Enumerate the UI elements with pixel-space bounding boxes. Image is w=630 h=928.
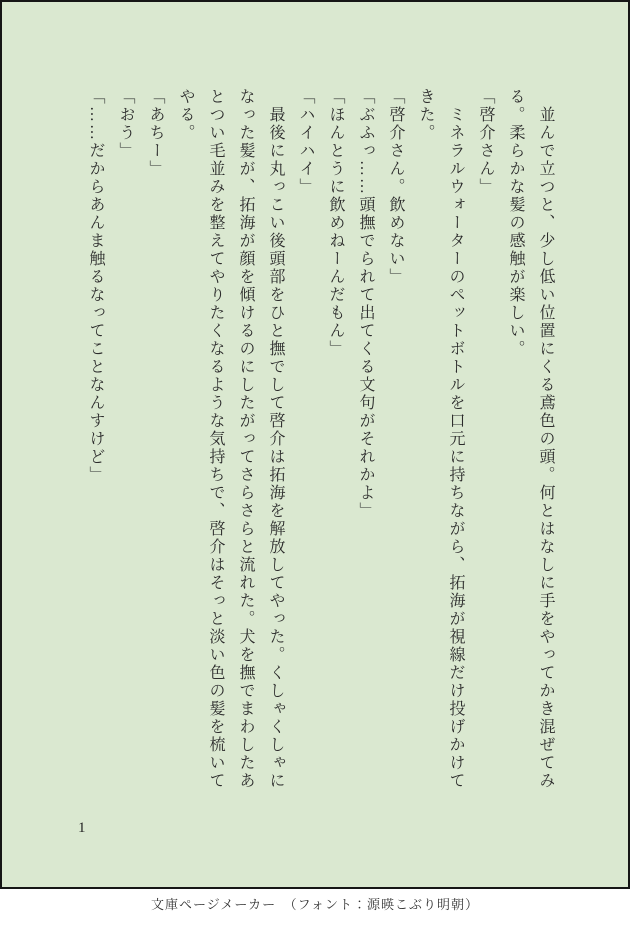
text-line: きた。 bbox=[417, 88, 434, 142]
text-line: 最後に丸っこい後頭部をひと撫でして啓介は拓海を解放してやった。くしゃくしゃに bbox=[267, 88, 284, 790]
text-line-dialogue: 「啓介さん。飲めない」 bbox=[387, 88, 404, 286]
text-line-dialogue: 「おう」 bbox=[117, 88, 134, 160]
footer-caption: 文庫ページメーカー （フォント：源暎こぶり明朝） bbox=[0, 889, 630, 928]
text-line-dialogue: 「ハイハイ」 bbox=[297, 88, 314, 196]
text-line-dialogue: 「ぶふっ……頭撫でられて出てくる文句がそれかよ」 bbox=[357, 88, 374, 520]
text-line: 並んで立つと、少し低い位置にくる鳶色の頭。何とはなしに手をやってかき混ぜてみ bbox=[537, 88, 554, 790]
text-line: ミネラルウォーターのペットボトルを口元に持ちながら、拓海が視線だけ投げかけて bbox=[447, 88, 464, 790]
text-line: とつい毛並みを整えてやりたくなるような気持ちで、啓介はそっと淡い色の髪を梳いて bbox=[207, 88, 224, 790]
text-line-dialogue: 「啓介さん」 bbox=[477, 88, 494, 196]
text-line: やる。 bbox=[177, 88, 194, 142]
text-line-dialogue: 「あちー」 bbox=[147, 88, 164, 178]
vertical-text-block bbox=[80, 88, 560, 810]
text-line: なった髪が、拓海が顔を傾けるのにしたがってさらさらと流れた。犬を撫でまわしたあ bbox=[237, 88, 254, 790]
text-line: る。柔らかな髪の感触が楽しい。 bbox=[507, 88, 524, 358]
page-number: 1 bbox=[78, 820, 86, 836]
text-line-dialogue: 「ほんとうに飲めねーんだもん」 bbox=[327, 88, 344, 358]
text-line-dialogue: 「……だからあんま触るなってことなんすけど」 bbox=[87, 88, 104, 484]
